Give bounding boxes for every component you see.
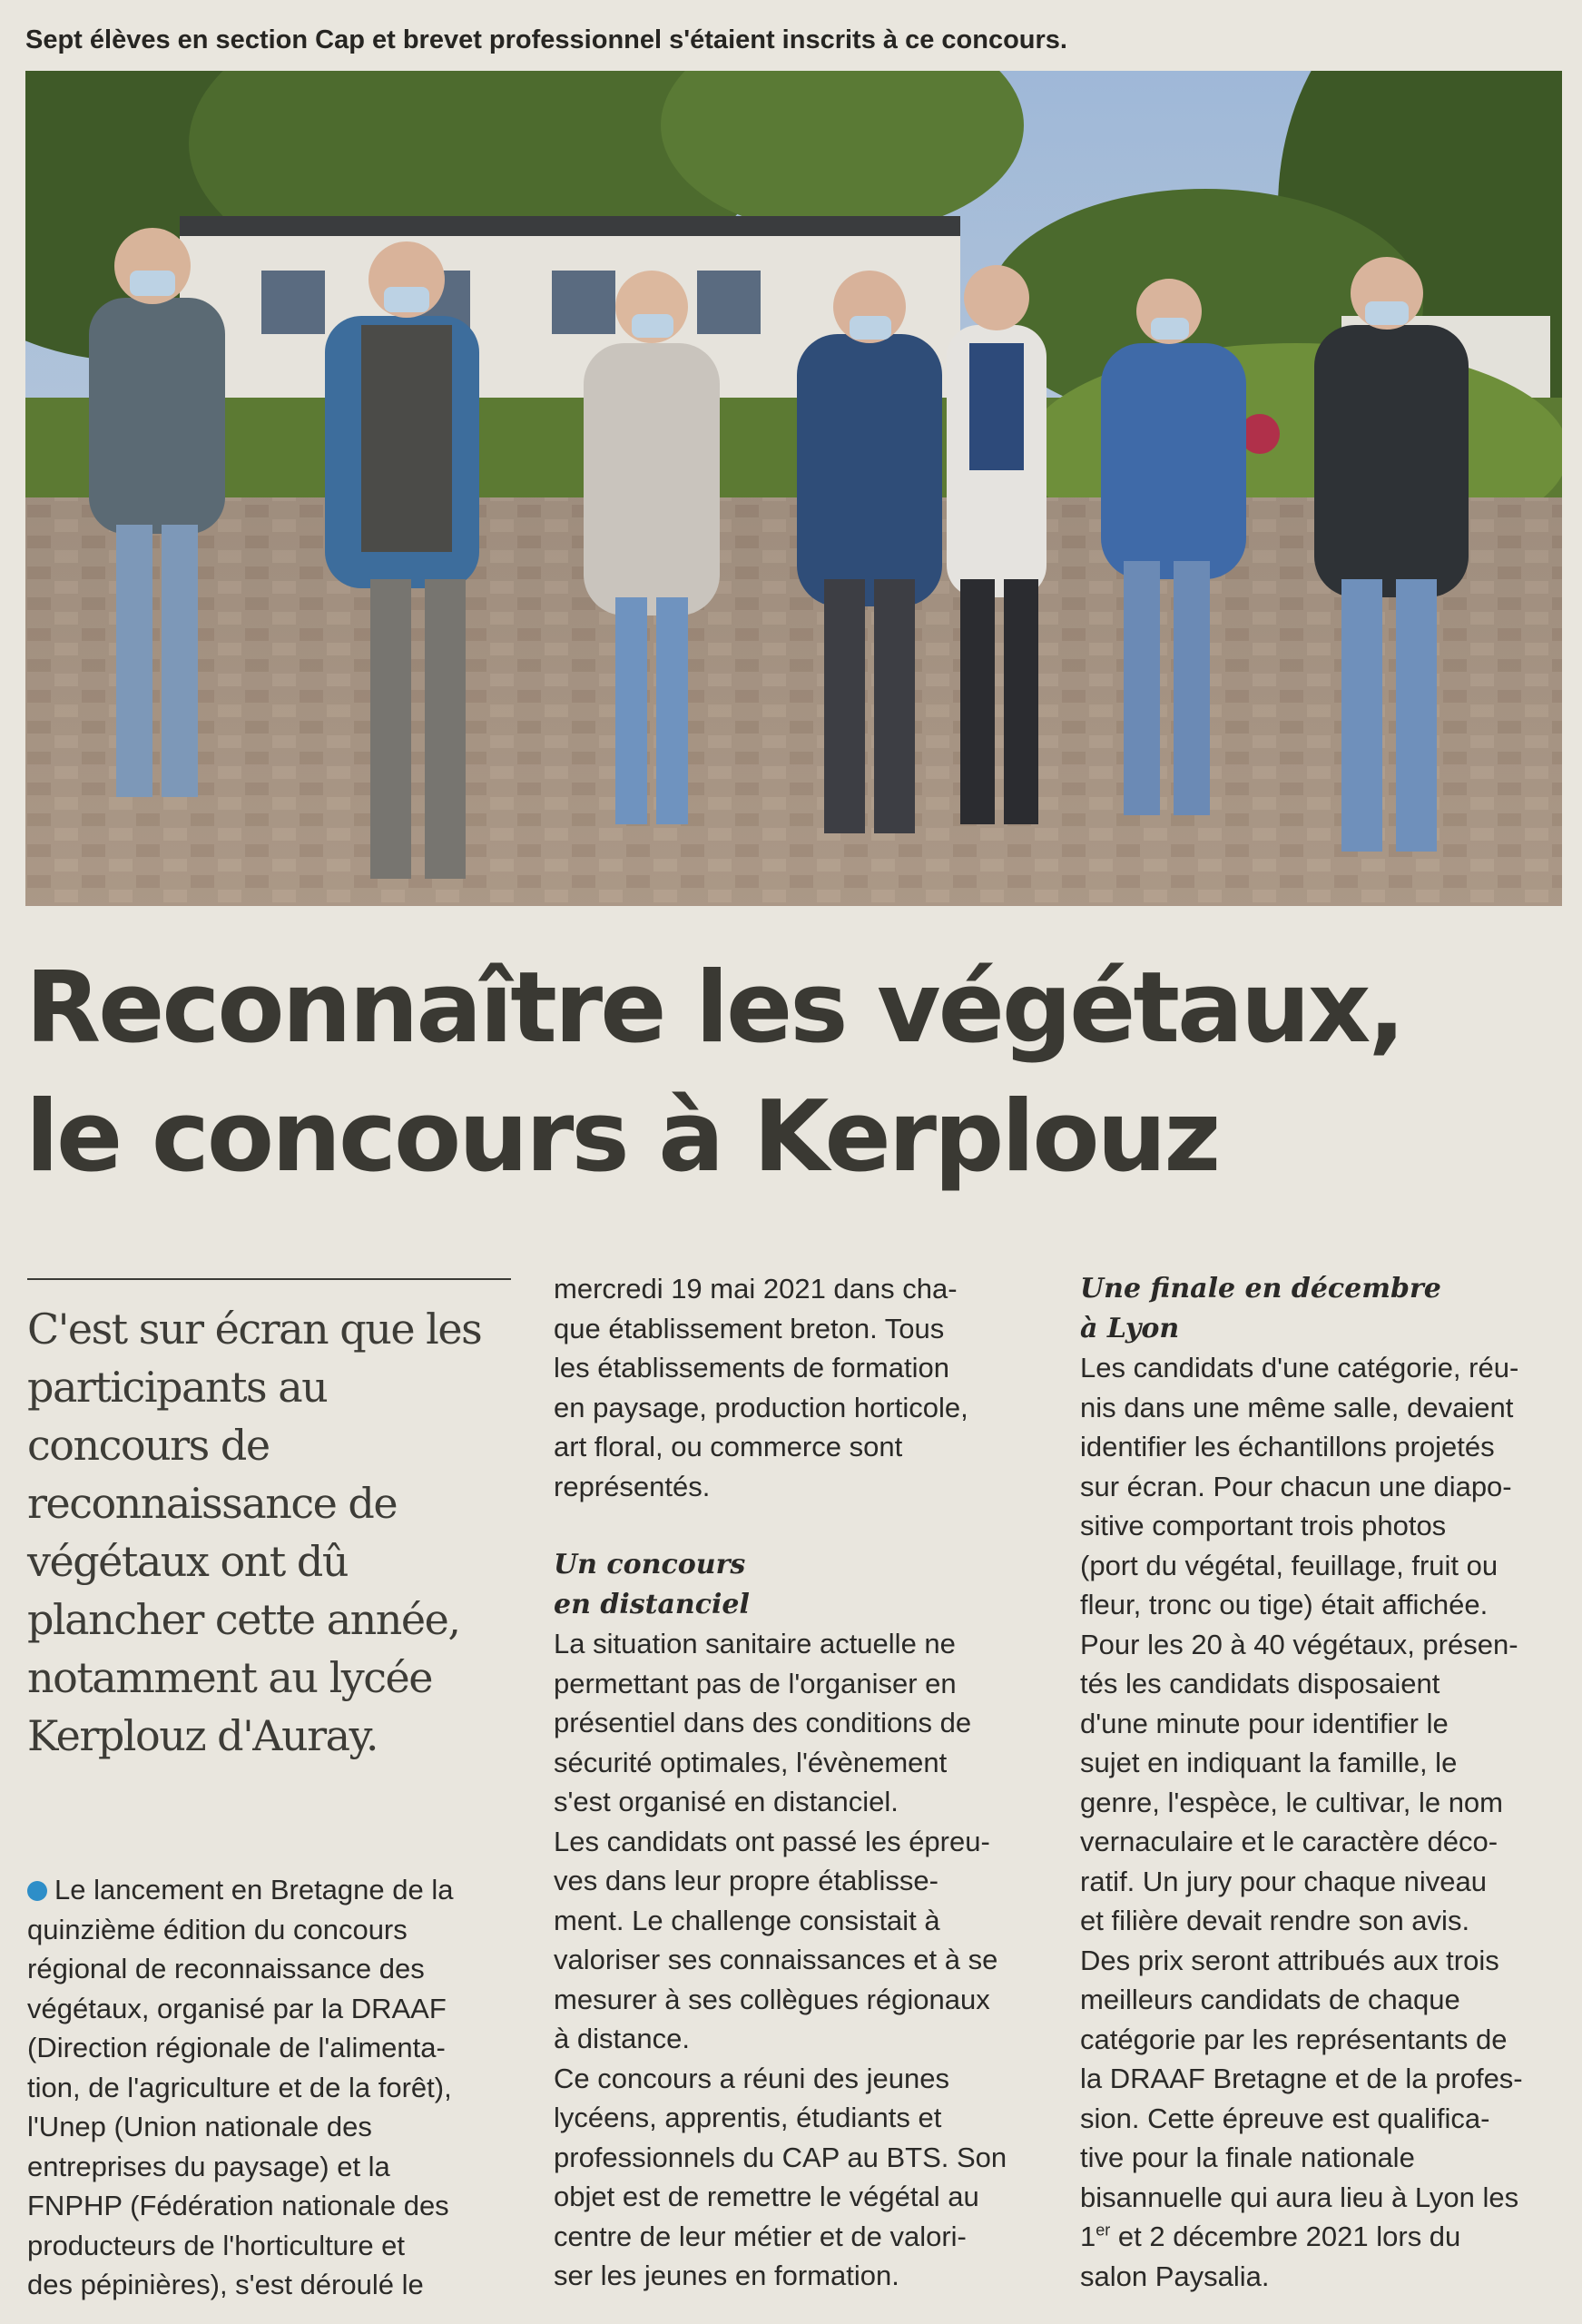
intro-line: C'est sur écran que les <box>27 1305 482 1354</box>
group-photo <box>25 71 1562 906</box>
text-line: fleur, tronc ou tige) était affichée. <box>1080 1589 1489 1620</box>
text-line: mesurer à ses collègues régionaux <box>554 1983 990 2015</box>
article-headline <box>25 944 1559 1202</box>
text-line <box>1080 2217 1566 2257</box>
text-line: l'Unep (Union nationale des <box>27 2111 372 2142</box>
text-line: La situation sanitaire actuelle ne <box>554 1628 956 1659</box>
text-line: à distance. <box>554 2023 690 2054</box>
text-line: permettant pas de l'organiser en <box>554 1667 957 1699</box>
intro-line: concours de <box>27 1421 270 1470</box>
text-line: s'est organisé en distanciel. <box>554 1786 899 1817</box>
intro-line: participants au <box>27 1363 328 1412</box>
text-line: sion. Cette épreuve est qualifica- <box>1080 2102 1490 2134</box>
text-line: sur écran. Pour chacun une diapo- <box>1080 1470 1512 1502</box>
text-line: tés les candidats disposaient <box>1080 1668 1440 1699</box>
text-line: que établissement breton. Tous <box>554 1312 945 1344</box>
text-line: les établissements de formation <box>554 1352 949 1384</box>
text-line: (port du végétal, feuillage, fruit ou <box>1080 1549 1498 1581</box>
text-line: art floral, ou commerce sont <box>554 1431 903 1462</box>
photo-caption: Sept élèves en section Cap et brevet professionnel s'étaient inscrits à ce concours. <box>25 25 1067 54</box>
text-line: sécurité optimales, l'évènement <box>554 1746 948 1778</box>
text-line: nis dans une même salle, devaient <box>1080 1391 1514 1423</box>
text-line: mercredi 19 mai 2021 dans cha- <box>554 1273 958 1305</box>
text-line: tion, de l'agriculture et de la forêt), <box>27 2071 452 2103</box>
subheading-finale: Une finale en décembre <box>1080 1273 1441 1305</box>
text-line: (Direction régionale de l'alimenta- <box>27 2032 446 2063</box>
text-line: ves dans leur propre établisse- <box>554 1865 938 1896</box>
text-line: FNPHP (Fédération nationale des <box>27 2190 449 2221</box>
text-line-content: Le lancement en Bretagne de la <box>54 1874 454 1905</box>
text-line: d'une minute pour identifier le <box>1080 1707 1449 1739</box>
text-line: vernaculaire et le caractère déco- <box>1080 1826 1498 1857</box>
text-line: des pépinières), s'est déroulé le <box>27 2269 424 2300</box>
text-line: quinzième édition du concours <box>27 1913 408 1945</box>
text-line: objet est de remettre le végétal au <box>554 2181 979 2212</box>
group-photo-illustration <box>25 71 1562 906</box>
text-line: entreprises du paysage) et la <box>27 2150 390 2182</box>
column-2 <box>554 1269 1039 2296</box>
text-line: ratif. Un jury pour chaque niveau <box>1080 1865 1488 1897</box>
date-number: 1 <box>1080 2221 1096 2252</box>
text-line: Les candidats d'une catégorie, réu- <box>1080 1352 1519 1384</box>
text-line: végétaux, organisé par la DRAAF <box>27 1992 447 2024</box>
text-line: producteurs de l'horticulture et <box>27 2229 406 2261</box>
intro-line: reconnaissance de <box>27 1479 398 1528</box>
article-intro <box>27 1300 517 1765</box>
text-line: genre, l'espèce, le cultivar, le nom <box>1080 1786 1503 1818</box>
text-line: sujet en indiquant la famille, le <box>1080 1747 1458 1778</box>
text-line: ment. Le challenge consistait à <box>554 1904 940 1936</box>
text-line: en paysage, production horticole, <box>554 1391 968 1423</box>
text-line: la DRAAF Bretagne et de la profes- <box>1080 2063 1523 2094</box>
text-line: Des prix seront attribués aux trois <box>1080 1944 1499 1976</box>
intro-line: plancher cette année, <box>27 1595 460 1644</box>
subheading-distanciel: Un concours <box>554 1549 746 1581</box>
text-line: ser les jeunes en formation. <box>554 2260 899 2291</box>
ordinal-superscript: er <box>1096 2221 1111 2240</box>
text-line: sitive comportant trois photos <box>1080 1510 1447 1541</box>
text-line: meilleurs candidats de chaque <box>1080 1984 1460 2015</box>
text-line: Pour les 20 à 40 végétaux, présen- <box>1080 1628 1518 1660</box>
subheading-finale: à Lyon <box>1080 1312 1180 1344</box>
text-line: professionnels du CAP au BTS. Son <box>554 2141 1007 2173</box>
text-line: valoriser ses connaissances et à se <box>554 1944 998 1975</box>
intro-line: Kerplouz d'Auray. <box>27 1711 378 1760</box>
text-line: lycéens, apprentis, étudiants et <box>554 2102 942 2133</box>
text-line: bisannuelle qui aura lieu à Lyon les <box>1080 2181 1519 2213</box>
text-line: centre de leur métier et de valori- <box>554 2220 967 2252</box>
text-line: représentés. <box>554 1470 711 1502</box>
text-line <box>27 1870 513 1910</box>
headline-line-2: le concours à Kerplouz <box>25 1080 1219 1194</box>
text-line: salon Paysalia. <box>1080 2260 1270 2292</box>
text-line: identifier les échantillons projetés <box>1080 1431 1495 1462</box>
text-line: catégorie par les représentants de <box>1080 2023 1508 2055</box>
text-line: régional de reconnaissance des <box>27 1953 425 1984</box>
subheading-distanciel: en distanciel <box>554 1588 750 1620</box>
bullet-dot-icon <box>27 1881 47 1901</box>
text-line: Ce concours a réuni des jeunes <box>554 2062 949 2094</box>
text-line: et filière devait rendre son avis. <box>1080 1905 1470 1936</box>
intro-line: notamment au lycée <box>27 1653 433 1702</box>
text-line: présentiel dans des conditions de <box>554 1707 972 1738</box>
date-rest: et 2 décembre 2021 lors du <box>1110 2221 1461 2252</box>
column-3 <box>1080 1269 1566 2296</box>
intro-rule <box>27 1278 511 1280</box>
text-line: tive pour la finale nationale <box>1080 2142 1415 2173</box>
text-line: Les candidats ont passé les épreu- <box>554 1825 990 1857</box>
headline-line-1: Reconnaître les végétaux, <box>25 951 1403 1065</box>
column-1 <box>27 1870 513 2305</box>
intro-line: végétaux ont dû <box>27 1537 348 1586</box>
